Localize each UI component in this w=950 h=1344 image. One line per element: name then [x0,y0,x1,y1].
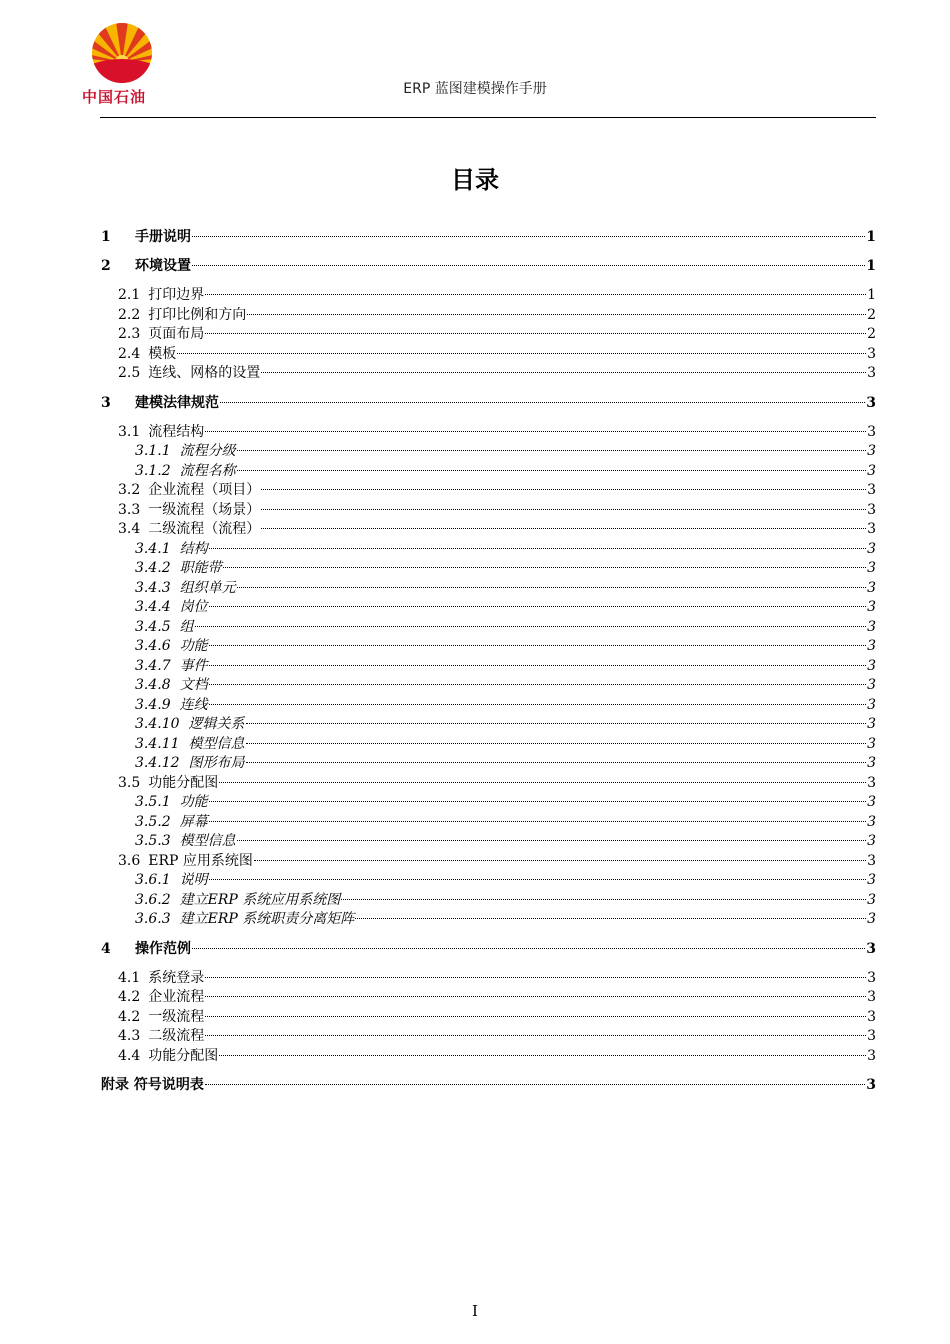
toc-leader-dots [205,1035,866,1036]
toc-entry-number: 3.3 [118,501,141,518]
toc-entry-title: 模板 [148,345,177,362]
toc-leader-dots [205,431,866,432]
toc-entry[interactable] [135,735,876,754]
toc-leader-dots [254,860,866,861]
toc-entry[interactable] [135,715,876,734]
toc-entry-page: 1 [867,287,876,304]
toc-leader-dots [209,684,866,685]
toc-entry[interactable] [118,1027,876,1046]
toc-leader-dots [177,353,866,354]
toc-entry-page: 3 [867,365,876,382]
toc-entry-title: 结构 [179,540,208,557]
toc-entry-number: 3.6.2 [135,891,171,908]
toc-entry-number: 3.4.10 [135,716,180,733]
toc-leader-dots [192,948,865,949]
toc-entry-title: 职能带 [179,560,222,577]
toc-entry-page: 3 [867,501,876,518]
toc-entry[interactable] [118,364,876,383]
toc-entry[interactable] [135,676,876,695]
toc-leader-dots [205,996,866,997]
toc-entry-page: 3 [867,872,876,889]
toc-entry[interactable] [135,910,876,929]
toc-entry-page: 3 [867,969,876,986]
logo-text: 中国石油 [82,88,147,106]
toc-entry-page: 3 [867,677,876,694]
toc-entry-title: 企业流程（项目） [148,482,261,499]
toc-entry-page: 3 [867,345,876,362]
toc-leader-dots [341,899,866,900]
toc-entry-title: 建立ERP 系统职责分离矩阵 [179,911,355,928]
toc-entry[interactable] [135,696,876,715]
toc-leader-dots [355,918,866,919]
toc-entry-page: 3 [867,521,876,538]
header-title: ERP 蓝图建模操作手册 [403,81,547,97]
toc-entry-number: 3.5 [118,774,141,791]
toc-entry-number: 2.2 [118,306,141,323]
toc-entry[interactable] [135,832,876,851]
toc-leader-dots [237,450,866,451]
toc-entry[interactable] [135,793,876,812]
toc-entry[interactable] [135,579,876,598]
toc-leader-dots [205,1016,866,1017]
toc-entry-page: 3 [867,540,876,557]
toc-entry-title: 说明 [179,872,208,889]
toc-entry-title: 事件 [179,657,208,674]
toc-entry-page: 3 [867,852,876,869]
toc-entry-title: ERP 应用系统图 [148,852,253,869]
toc-entry-number: 3.4.6 [135,638,171,655]
toc-entry-number: 2.1 [118,287,141,304]
toc-entry-page: 3 [867,813,876,830]
toc-entry-page: 3 [867,735,876,752]
toc-entry-title: 建立ERP 系统应用系统图 [179,891,341,908]
toc-entry-number: 3.4.8 [135,677,171,694]
toc-entry-number: 3.6.3 [135,911,171,928]
toc-entry-title: 流程分级 [179,443,236,460]
toc-entry-page: 2 [867,306,876,323]
toc-entry[interactable] [135,462,876,481]
toc-leader-dots [246,762,867,763]
toc-entry-number: 3.4.5 [135,618,171,635]
toc-entry-title: 一级流程 [148,1008,205,1025]
page-number: I [472,1302,478,1320]
toc-entry-page: 3 [867,560,876,577]
toc-entry[interactable] [118,520,876,539]
toc-leader-dots [237,470,866,471]
toc-entry-page: 3 [867,462,876,479]
toc-entry-title: 组 [179,618,194,635]
toc-leader-dots [209,821,866,822]
toc-entry-title: 手册说明 [135,229,191,245]
toc-entry-number: 3.4.2 [135,560,171,577]
toc-entry-page: 2 [867,326,876,343]
toc-entry-number: 3.4.3 [135,579,171,596]
toc-entry-page: 3 [867,423,876,440]
toc-entry-number: 3.5.2 [135,813,171,830]
toc-leader-dots [261,528,866,529]
toc-entry-page: 3 [867,443,876,460]
toc-entry-page: 3 [867,716,876,733]
toc-entry-number: 3.1.2 [135,462,171,479]
toc-leader-dots [246,743,867,744]
toc-entry[interactable] [101,394,876,413]
toc-title: 目录 [451,166,499,194]
toc-leader-dots [209,665,866,666]
toc-entry-number: 3.4 [118,521,141,538]
toc-leader-dots [247,314,866,315]
toc-leader-dots [246,723,867,724]
toc-entry-number: 3.6.1 [135,872,171,889]
toc-entry[interactable] [135,813,876,832]
toc-entry-page: 3 [867,1047,876,1064]
toc-entry-page: 3 [867,579,876,596]
toc-entry[interactable] [135,598,876,617]
toc-entry[interactable] [118,481,876,500]
toc-entry-number: 3.4.12 [135,755,180,772]
toc-leader-dots [205,1084,865,1085]
toc-entry-number: 3.4.1 [135,540,171,557]
toc-entry-page: 3 [867,638,876,655]
toc-leader-dots [195,626,866,627]
toc-leader-dots [209,801,866,802]
toc-leader-dots [219,782,866,783]
toc-entry-page: 1 [866,258,876,275]
toc-entry-title: 连线 [179,696,208,713]
toc-entry[interactable] [101,1076,876,1095]
toc-entry-title: 模型信息 [179,833,236,850]
toc-entry-title: 操作范例 [135,940,191,957]
toc-entry-page: 3 [866,940,876,957]
toc-entry-number: 3.2 [118,482,141,499]
toc-entry-number: 3.6 [118,852,141,869]
toc-entry-title: 图形布局 [188,755,245,772]
toc-entry-number: 3.1.1 [135,443,171,460]
toc-entry-page: 3 [867,599,876,616]
toc-entry-number: 4.1 [118,969,141,986]
toc-leader-dots [205,977,866,978]
toc-entry-title: 组织单元 [179,579,236,596]
toc-leader-dots [205,333,866,334]
toc-entry[interactable] [135,871,876,890]
toc-entry[interactable] [135,442,876,461]
toc-entry-number: 3.1 [118,423,141,440]
toc-entry-title: 岗位 [179,599,208,616]
toc-entry-number: 3.4.7 [135,657,171,674]
toc-entry-number: 2.4 [118,345,141,362]
toc-entry-number: 3.4.9 [135,696,171,713]
toc-entry[interactable] [101,228,876,247]
toc-entry[interactable] [118,852,876,871]
toc-entry[interactable] [118,325,876,344]
toc-entry-page: 3 [867,989,876,1006]
toc-entry-title: 页面布局 [148,326,205,343]
toc-entry-page: 3 [867,1028,876,1045]
toc-entry[interactable] [118,501,876,520]
toc-entry-number: 1 [101,229,111,245]
toc-leader-dots [261,489,866,490]
toc-leader-dots [261,372,866,373]
toc-entry-title: 打印比例和方向 [148,306,247,323]
toc-entry[interactable] [118,969,876,988]
toc-entry-title: 二级流程 [148,1028,205,1045]
toc-entry-number: 4.2 [118,989,141,1006]
toc-entry[interactable] [118,1047,876,1066]
toc-entry-page: 3 [867,794,876,811]
toc-entry[interactable] [118,286,876,305]
toc-entry-page: 3 [867,657,876,674]
toc-entry-title: 功能 [179,794,208,811]
toc-leader-dots [219,1055,866,1056]
toc-entry-number: 2.3 [118,326,141,343]
toc-entry-title: 附录 符号说明表 [101,1076,204,1093]
toc-entry[interactable] [135,637,876,656]
toc-entry-page: 3 [867,482,876,499]
toc-entry-number: 2.5 [118,365,141,382]
toc-entry-page: 3 [867,911,876,928]
toc-leader-dots [209,548,866,549]
toc-leader-dots [223,567,866,568]
toc-entry[interactable] [101,940,876,959]
toc-entry-title: 文档 [179,677,208,694]
toc-entry-page: 3 [867,833,876,850]
toc-entry[interactable] [135,657,876,676]
toc-leader-dots [209,645,866,646]
toc-leader-dots [209,704,866,705]
toc-entry-page: 3 [866,1076,876,1093]
toc-entry-page: 3 [867,774,876,791]
toc-entry-page: 3 [867,696,876,713]
toc-entry-title: 流程结构 [148,423,205,440]
toc-leader-dots [192,265,865,266]
toc-entry[interactable] [118,988,876,1007]
toc-entry[interactable] [118,345,876,364]
toc-entry[interactable] [101,257,876,276]
toc-leader-dots [220,402,865,403]
toc-entry-number: 4.4 [118,1047,141,1064]
toc-entry-page: 3 [867,1008,876,1025]
toc-entry[interactable] [135,891,876,910]
toc-entry-title: 打印边界 [148,287,205,304]
toc-entry-number: 3.4.11 [135,735,180,752]
toc-entry-page: 3 [867,755,876,772]
toc-entry-title: 环境设置 [135,258,191,275]
toc-entry[interactable] [135,754,876,773]
toc-entry-title: 企业流程 [148,989,205,1006]
toc-entry-number: 4 [101,940,111,957]
toc-entry-title: 二级流程（流程） [148,521,261,538]
toc-entry-title: 功能分配图 [148,1047,219,1064]
toc-entry[interactable] [118,1008,876,1027]
toc-entry-number: 3.5.1 [135,794,171,811]
toc-entry-page: 1 [866,229,876,245]
toc-leader-dots [209,879,866,880]
toc-leader-dots [237,587,866,588]
toc-entry[interactable] [135,540,876,559]
toc-entry-number: 4.3 [118,1028,141,1045]
toc-entry-number: 2 [101,258,111,275]
toc-entry[interactable] [135,559,876,578]
toc-entry-page: 3 [867,618,876,635]
toc-entry-title: 屏幕 [179,813,208,830]
toc-entry-title: 逻辑关系 [188,716,245,733]
toc-entry[interactable] [118,423,876,442]
toc-leader-dots [192,236,865,237]
toc-leader-dots [237,840,866,841]
toc-entry-title: 一级流程（场景） [148,501,261,518]
toc-entry[interactable] [118,306,876,325]
toc-entry-title: 功能分配图 [148,774,219,791]
toc-leader-dots [205,294,866,295]
toc-entry-page: 3 [866,394,876,411]
toc-entry-title: 流程名称 [179,462,236,479]
toc-entry-title: 建模法律规范 [135,394,219,411]
toc-entry-number: 4.2 [118,1008,141,1025]
toc-entry-number: 3 [101,394,111,411]
toc-entry-title: 连线、网格的设置 [148,365,261,382]
toc-entry[interactable] [118,774,876,793]
toc-entry[interactable] [135,618,876,637]
toc-entry-title: 模型信息 [188,735,245,752]
toc-entry-number: 3.5.3 [135,833,171,850]
toc-leader-dots [209,606,866,607]
toc-entry-title: 系统登录 [148,969,205,986]
toc-entry-number: 3.4.4 [135,599,171,616]
toc-entry-page: 3 [867,891,876,908]
toc-leader-dots [261,509,866,510]
toc-entry-title: 功能 [179,638,208,655]
